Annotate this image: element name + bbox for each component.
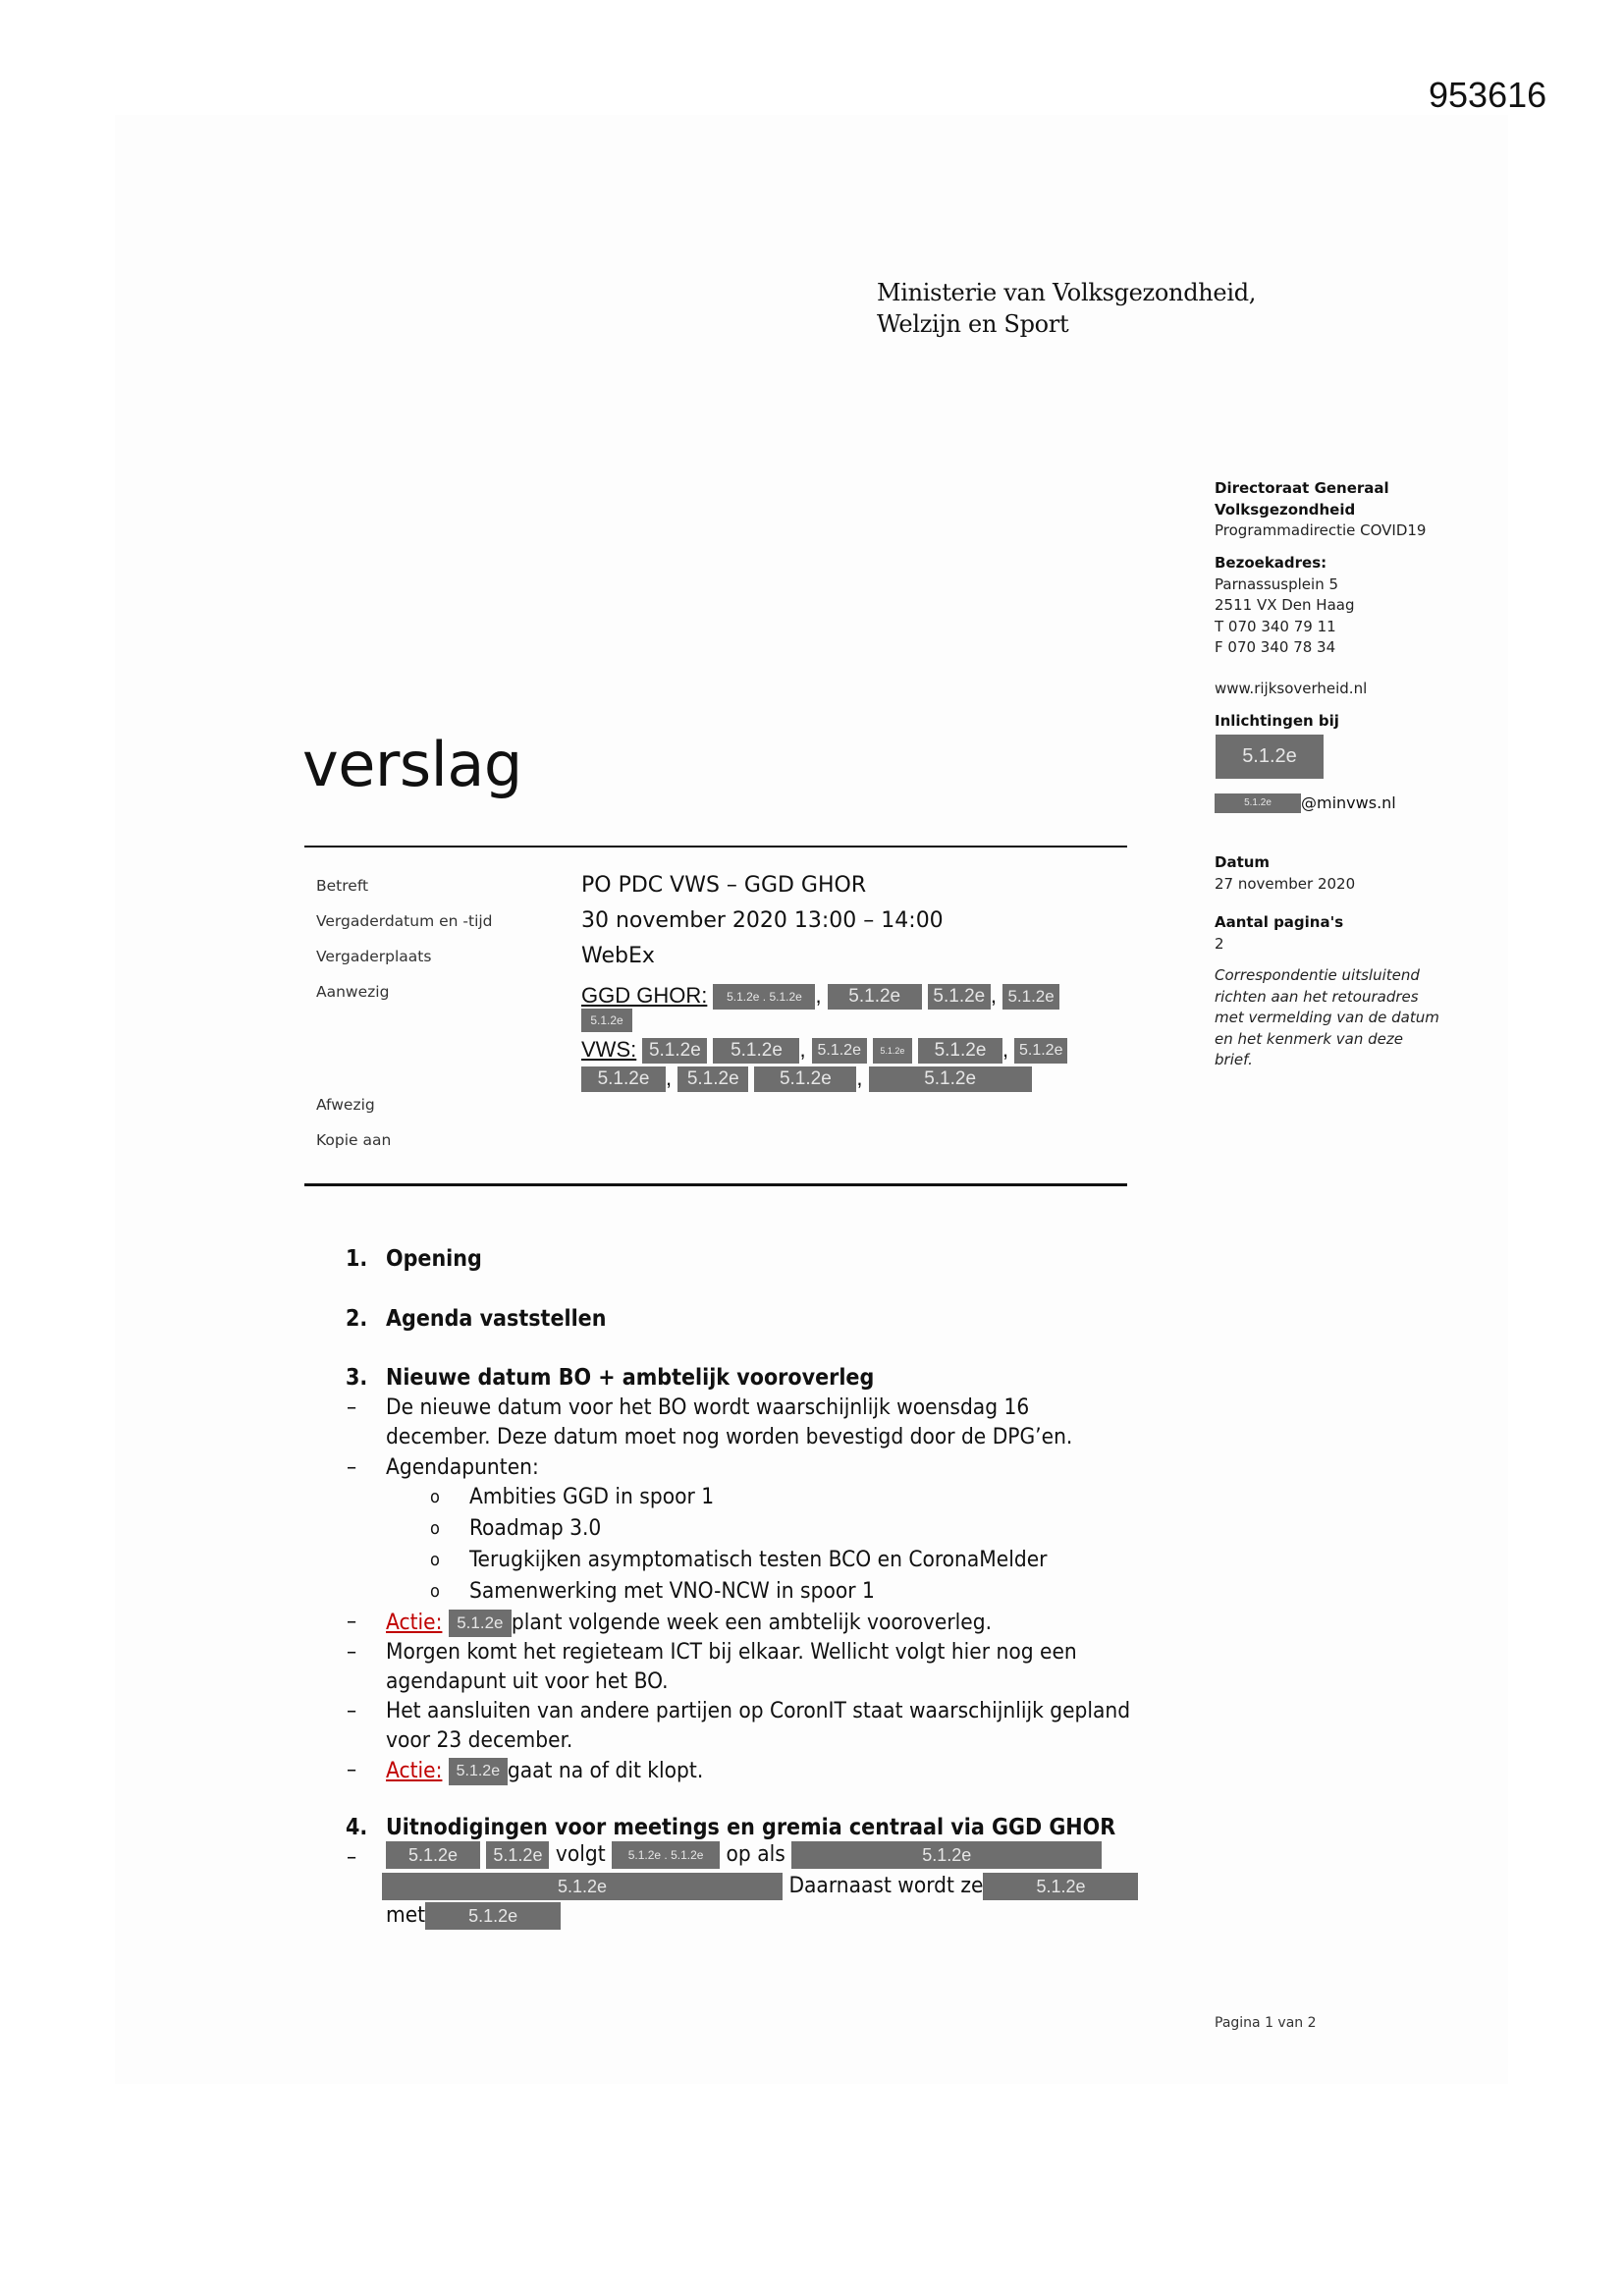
top-divider [304, 846, 1127, 847]
text-volgt: volgt [555, 1841, 606, 1867]
location-value: WebEx [581, 944, 655, 968]
info-label [1215, 711, 1339, 733]
redacted-name: 5.1.2e [449, 1758, 508, 1785]
location-label: Vergaderplaats [316, 948, 432, 965]
action-line [386, 1609, 992, 1637]
paragraph-line: Agendapunten: [386, 1454, 539, 1480]
redacted-name: 5.1.2e [828, 984, 922, 1010]
redacted-name: 5.1.2e [754, 1066, 856, 1092]
sub-item: Ambities GGD in spoor 1 [469, 1484, 715, 1509]
comma: , [856, 1066, 863, 1090]
dash-bullet: – [347, 1639, 357, 1665]
present-vws-line-2 [581, 1065, 1032, 1092]
paragraph-line: voor 23 december. [386, 1727, 573, 1753]
paragraph-line: De nieuwe datum voor het BO wordt waarschijnlijk woensdag 16 [386, 1394, 1030, 1420]
note-line: richten aan het retouradres [1215, 987, 1419, 1006]
info-label-text: Inlichtingen bij [1215, 712, 1339, 730]
copy-label: Kopie aan [316, 1131, 392, 1149]
absent-label: Afwezig [316, 1096, 375, 1114]
correspondence-note [1215, 965, 1439, 1071]
sub-item: Terugkijken asymptomatisch testen BCO en CoronaMelder [469, 1547, 1048, 1572]
document-number: 953616 [1429, 75, 1547, 115]
redacted-name: 5.1.2e [581, 1066, 666, 1092]
datetime-value: 30 november 2020 13:00 – 14:00 [581, 908, 944, 933]
visit-address-label: Bezoekadres: [1215, 554, 1327, 572]
present-label: Aanwezig [316, 983, 390, 1001]
agenda-number: 3. [346, 1365, 368, 1391]
redacted-name: 5.1.2e [486, 1841, 549, 1869]
comma: , [1001, 1037, 1009, 1062]
redacted-name: 5.1.2e [869, 1066, 1032, 1092]
present-ggd-line [581, 982, 1059, 1010]
note-line: en het kenmerk van deze [1215, 1029, 1403, 1048]
dash-bullet: – [347, 1454, 357, 1480]
circle-bullet: o [430, 1518, 440, 1539]
phone: T 070 340 79 11 [1215, 617, 1336, 635]
redacted-role: 5.1.2e [791, 1841, 1102, 1869]
redacted-name: 5.1.2e . 5.1.2e [713, 984, 815, 1010]
note-line: met vermelding van de datum [1215, 1009, 1439, 1026]
action-label: Actie: [386, 1758, 443, 1783]
datetime-label: Vergaderdatum en -tijd [316, 912, 493, 930]
document-title: verslag [302, 729, 522, 800]
redacted-name: 5.1.2e [1002, 984, 1059, 1010]
redacted-name: 5.1.2e [449, 1610, 512, 1637]
comma: , [990, 983, 997, 1008]
pages-label: Aantal pagina's [1215, 913, 1344, 931]
bottom-divider [304, 1183, 1127, 1186]
redacted-name: 5.1.2e [386, 1841, 480, 1869]
date-block [1215, 852, 1355, 895]
city: 2511 VX Den Haag [1215, 596, 1355, 614]
paragraph-line: Morgen komt het regieteam ICT bij elkaar. Wellicht volgt hier nog een [386, 1639, 1077, 1665]
action-line [386, 1757, 703, 1785]
action-text: plant volgende week een ambtelijk vooroverleg. [511, 1610, 993, 1635]
agenda-number: 1. [346, 1246, 368, 1272]
redacted-text: 5.1.2e [983, 1873, 1138, 1900]
date-value: 27 november 2020 [1215, 874, 1356, 893]
comma: , [799, 1037, 806, 1062]
present-vws-line [581, 1036, 1067, 1064]
dash-bullet: – [347, 1698, 357, 1723]
paragraph-line: agendapunt uit voor het BO. [386, 1668, 669, 1694]
action-text: gaat na of dit klopt. [507, 1758, 704, 1783]
item4-line-1 [386, 1840, 1102, 1869]
page-number: Pagina 1 van 2 [1215, 2015, 1317, 2031]
ministry-name-line1: Ministerie van Volksgezondheid, [877, 279, 1257, 306]
item4-line-3 [386, 1901, 561, 1930]
circle-bullet: o [430, 1550, 440, 1570]
redacted-name: 5.1.2e [873, 1038, 912, 1064]
subject-label: Betreft [316, 877, 369, 895]
street: Parnassusplein 5 [1215, 574, 1339, 593]
paragraph-line: december. Deze datum moet nog worden bevestigd door de DPG’en. [386, 1424, 1073, 1449]
circle-bullet: o [430, 1581, 440, 1602]
redacted-name: 5.1.2e . 5.1.2e [612, 1841, 720, 1869]
redacted-name: 5.1.2e [581, 1009, 632, 1032]
email-domain: @minvws.nl [1301, 793, 1396, 812]
note-line: Correspondentie uitsluitend [1215, 966, 1420, 984]
comma: , [666, 1066, 673, 1090]
date-label: Datum [1215, 853, 1271, 871]
redacted-text: 5.1.2e [425, 1902, 561, 1930]
redacted-name: 5.1.2e [677, 1066, 748, 1092]
circle-bullet: o [430, 1487, 440, 1507]
pages-block [1215, 912, 1343, 955]
directorate-line1: Directoraat Generaal [1215, 479, 1389, 497]
text-daarnaast: Daarnaast wordt ze [788, 1873, 984, 1898]
agenda-item-new-date: Nieuwe datum BO + ambtelijk vooroverleg [386, 1365, 875, 1391]
agenda-item-agenda: Agenda vaststellen [386, 1306, 607, 1332]
redacted-contact-name: 5.1.2e [1216, 735, 1324, 779]
sidebar-address [1215, 553, 1355, 659]
paragraph-line: Het aansluiten van andere partijen op CoronIT staat waarschijnlijk gepland [386, 1698, 1131, 1723]
dash-bullet: – [347, 1609, 357, 1634]
directorate-line2: Volksgezondheid [1215, 500, 1356, 519]
ministry-letterhead [877, 277, 1256, 340]
redacted-name: 5.1.2e [1014, 1038, 1067, 1064]
agenda-number: 2. [346, 1306, 368, 1332]
sub-item: Roadmap 3.0 [469, 1515, 602, 1541]
sub-item: Samenwerking met VNO-NCW in spoor 1 [469, 1578, 875, 1604]
program-name: Programmadirectie COVID19 [1215, 521, 1427, 539]
dash-bullet: – [347, 1394, 357, 1420]
present-vws-label: VWS: [581, 1037, 637, 1062]
redacted-name: 5.1.2e [642, 1038, 707, 1064]
sidebar-directorate [1215, 478, 1426, 542]
redacted-email-user: 5.1.2e [1215, 793, 1301, 813]
dash-bullet: – [347, 1757, 357, 1782]
redacted-name: 5.1.2e [928, 984, 991, 1010]
dash-bullet: – [347, 1844, 357, 1870]
text-met: met [386, 1902, 426, 1928]
agenda-item-invitations: Uitnodigingen voor meetings en gremia centraal via GGD GHOR [386, 1815, 1116, 1840]
redacted-name: 5.1.2e [812, 1038, 867, 1064]
agenda-item-opening: Opening [386, 1246, 482, 1272]
pages-value: 2 [1215, 934, 1224, 953]
fax: F 070 340 78 34 [1215, 638, 1336, 656]
text-op-als: op als [726, 1841, 785, 1867]
ministry-name-line2: Welzijn en Sport [877, 310, 1069, 338]
present-ggd-label: GGD GHOR: [581, 983, 708, 1008]
agenda-number: 4. [346, 1815, 368, 1840]
item4-line-2 [382, 1872, 1138, 1900]
website-link[interactable]: www.rijksoverheid.nl [1215, 680, 1368, 697]
action-label: Actie: [386, 1610, 443, 1635]
comma: , [815, 983, 822, 1008]
contact-email [1215, 793, 1396, 813]
subject-value: PO PDC VWS – GGD GHOR [581, 873, 867, 898]
redacted-text: 5.1.2e [382, 1873, 783, 1900]
redacted-name: 5.1.2e [713, 1038, 799, 1064]
note-line: brief. [1215, 1051, 1253, 1068]
redacted-name: 5.1.2e [918, 1038, 1002, 1064]
